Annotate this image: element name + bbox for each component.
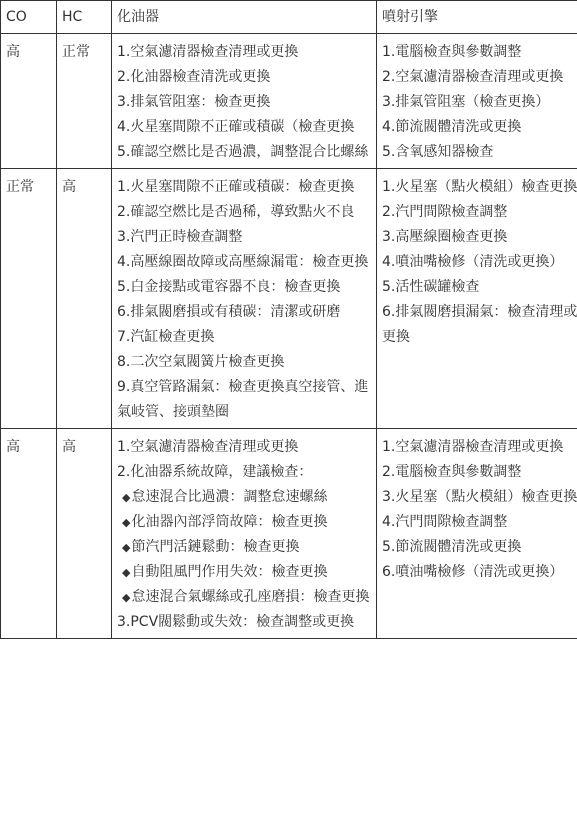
carburetor-sub-item: ◆ 怠速混合比過濃：調整怠速螺絲 (117, 485, 371, 510)
carburetor-item: 2.化油器檢查清洗或更換 (117, 69, 271, 85)
table-body (1, 34, 577, 639)
fuel-injection-item: 5.節流閥體清洗或更換 (382, 539, 522, 555)
carburetor-item: 2.化油器系統故障，建議檢查： (117, 464, 313, 480)
fuel-injection-item: 5.含氧感知器檢查 (382, 144, 494, 160)
table-row (1, 169, 577, 429)
fuel-injection-item: 2.空氣濾清器檢查清理或更換 (382, 69, 564, 85)
carburetor-item: 5.確認空燃比是否過濃，調整混合比螺絲 (117, 144, 369, 160)
carburetor-item: 6.排氣閥磨損或有積碳：清潔或研磨 (117, 304, 341, 320)
fuel-injection-item: 3.火星塞（點火模組）檢查更換 (382, 489, 577, 505)
fuel-injection-item: 4.節流閥體清洗或更換 (382, 119, 522, 135)
header-carburetor: 化油器 (112, 1, 377, 34)
fuel-injection-item: 5.活性碳罐檢查 (382, 279, 480, 295)
carburetor-item: 9.真空管路漏氣：檢查更換真空接管、進氣岐管、接頭墊圈 (117, 379, 369, 420)
carburetor-item: 3.排氣管阻塞：檢查更換 (117, 94, 271, 110)
fuel-injection-item: 4.汽門間隙檢查調整 (382, 514, 508, 530)
fuel-injection-actions-cell (377, 169, 577, 429)
carburetor-actions-cell (112, 429, 377, 639)
carburetor-item: 1.空氣濾清器檢查清理或更換 (117, 44, 299, 60)
carburetor-sub-item: ◆ 化油器內部浮筒故障：檢查更換 (117, 510, 371, 535)
carburetor-item: 7.汽缸檢查更換 (117, 329, 215, 345)
fuel-injection-item: 1.電腦檢查與參數調整 (382, 44, 522, 60)
header-hc: HC (57, 1, 112, 34)
carburetor-actions-cell (112, 169, 377, 429)
fuel-injection-item: 2.電腦檢查與參數調整 (382, 464, 522, 480)
hc-level-cell: 高 (57, 169, 112, 429)
fuel-injection-item: 2.汽門間隙檢查調整 (382, 204, 508, 220)
fuel-injection-item: 3.排氣管阻塞（檢查更換） (382, 94, 550, 110)
carburetor-item: 3.汽門正時檢查調整 (117, 229, 243, 245)
carburetor-item: 3.PCV閥鬆動或失效：檢查調整或更換 (117, 614, 355, 630)
carburetor-item: 8.二次空氣閥簧片檢查更換 (117, 354, 285, 370)
fuel-injection-item: 6.噴油嘴檢修（清洗或更換） (382, 564, 564, 580)
carburetor-sub-item: ◆ 怠速混合氣螺絲或孔座磨損：檢查更換 (117, 585, 371, 610)
fuel-injection-item: 1.空氣濾清器檢查清理或更換 (382, 439, 564, 455)
fuel-injection-item: 1.火星塞（點火模組）檢查更換 (382, 179, 577, 195)
table-row (1, 34, 577, 169)
hc-level-cell: 正常 (57, 34, 112, 169)
header-co: CO (1, 1, 57, 34)
carburetor-item: 1.空氣濾清器檢查清理或更換 (117, 439, 299, 455)
co-level-cell: 正常 (1, 169, 57, 429)
fuel-injection-item: 6.排氣閥磨損漏氣：檢查清理或更換 (382, 304, 577, 345)
fuel-injection-actions-cell (377, 34, 577, 169)
table-row (1, 429, 577, 639)
carburetor-item: 5.白金接點或電容器不良：檢查更換 (117, 279, 341, 295)
carburetor-sub-item: ◆ 節汽門活鏈鬆動：檢查更換 (117, 535, 371, 560)
carburetor-actions-cell (112, 34, 377, 169)
carburetor-item: 4.高壓線圈故障或高壓線漏電：檢查更換 (117, 254, 369, 270)
header-row (1, 1, 577, 34)
fuel-injection-actions-cell (377, 429, 577, 639)
co-level-cell: 高 (1, 34, 57, 169)
carburetor-item: 2.確認空燃比是否過稀，導致點火不良 (117, 204, 355, 220)
carburetor-sub-item: ◆ 自動阻風門作用失效：檢查更換 (117, 560, 371, 585)
carburetor-item: 4.火星塞間隙不正確或積碳（檢查更換 (117, 119, 355, 135)
fuel-injection-item: 4.噴油嘴檢修（清洗或更換） (382, 254, 564, 270)
fuel-injection-item: 3.高壓線圈檢查更換 (382, 229, 508, 245)
carburetor-item: 1.火星塞間隙不正確或積碳：檢查更換 (117, 179, 355, 195)
header-fuel-injection: 噴射引擎 (377, 1, 577, 34)
co-level-cell: 高 (1, 429, 57, 639)
hc-level-cell: 高 (57, 429, 112, 639)
